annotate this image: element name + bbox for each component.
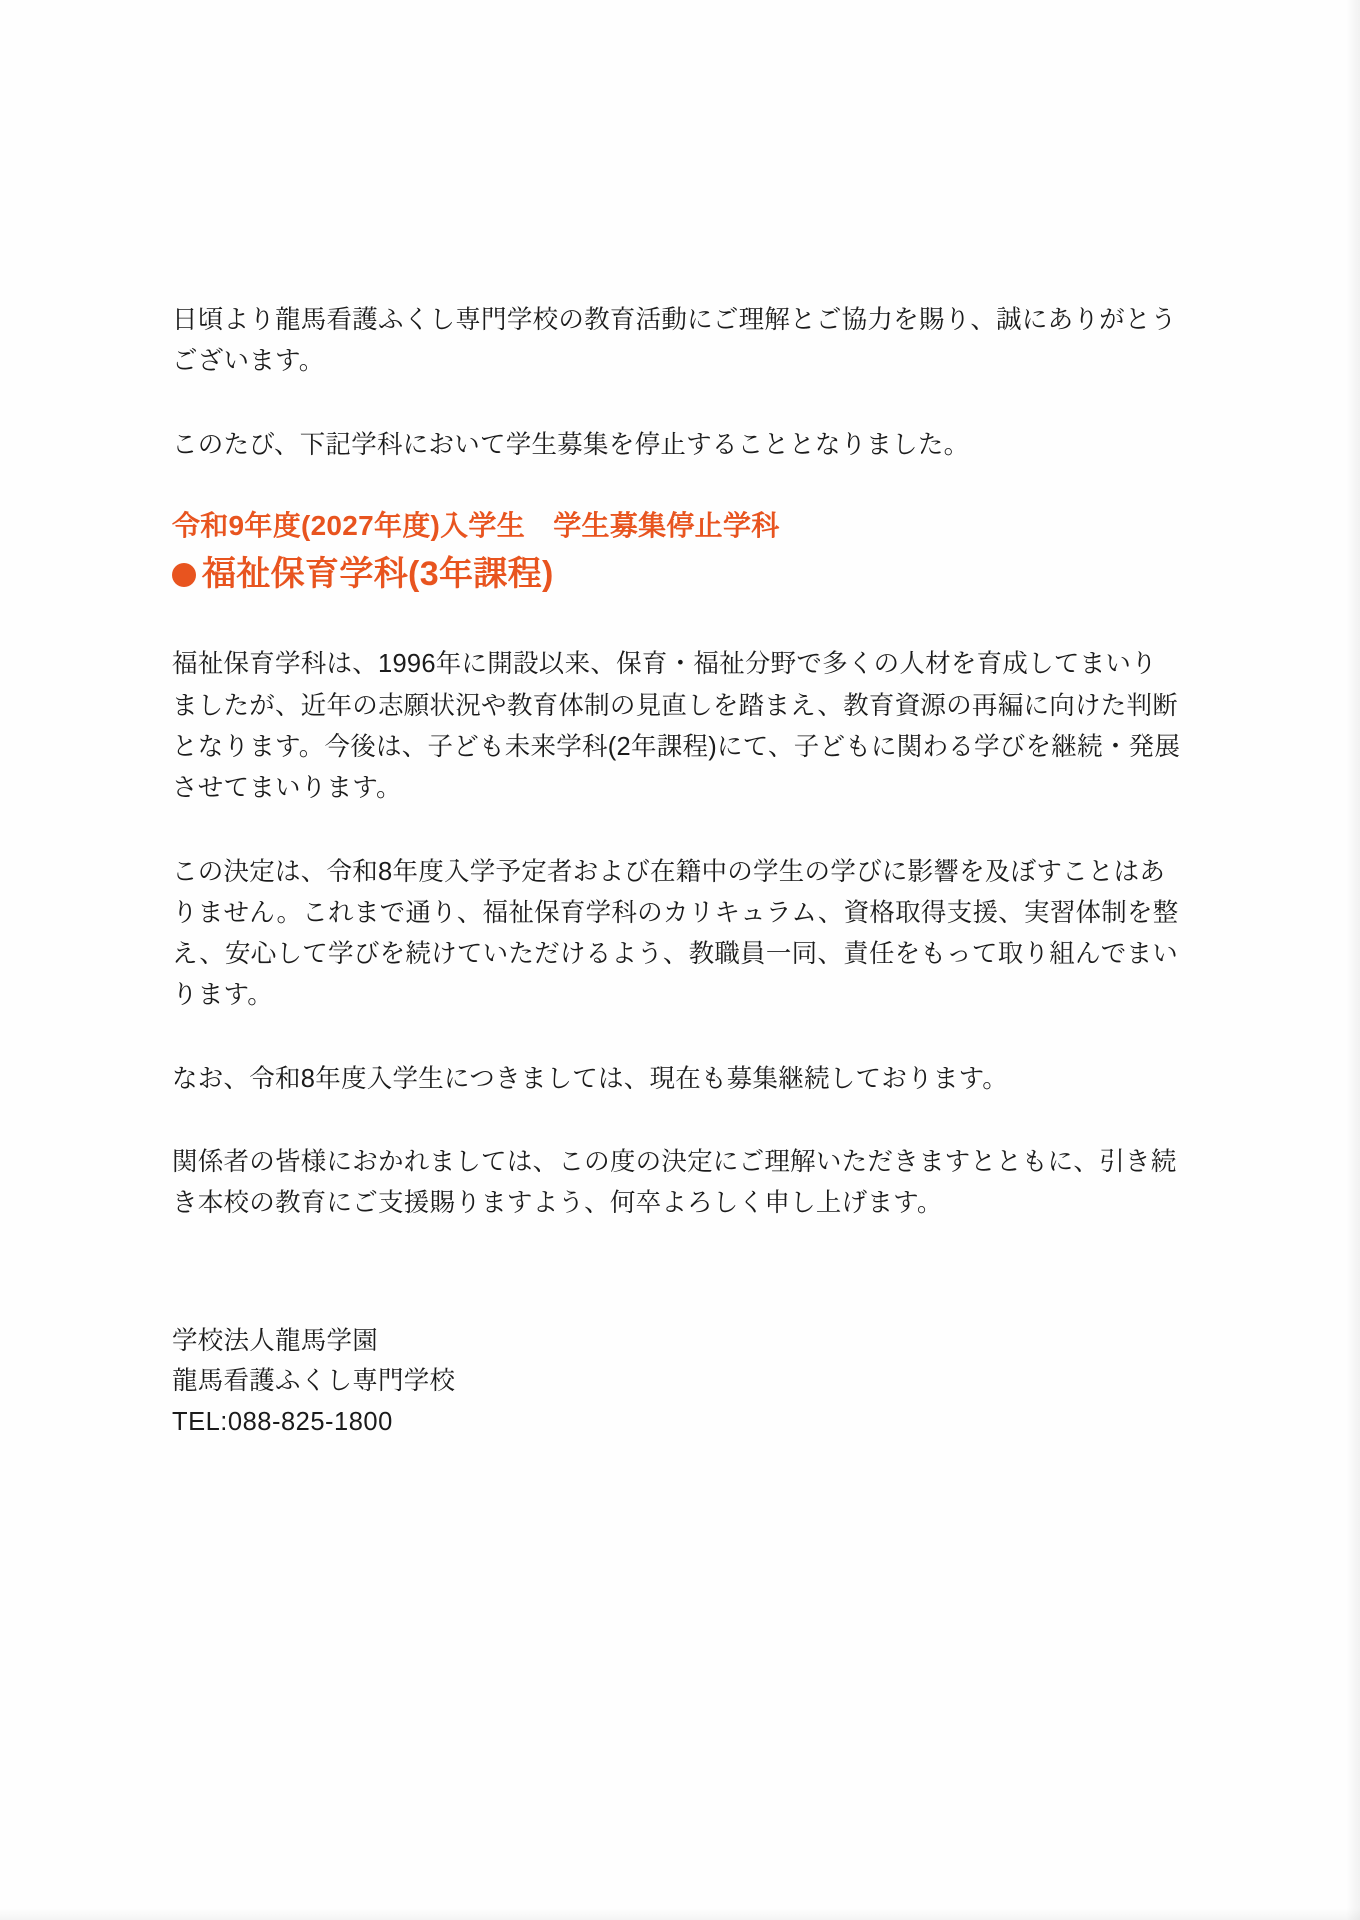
signature-telephone: TEL:088-825-1800	[172, 1408, 393, 1437]
headline-department-label: 福祉保育学科(3年課程)	[202, 555, 554, 594]
signature-block	[172, 1321, 1182, 1443]
body-paragraph-4: 関係者の皆様におかれましては、この度の決定にご理解いただきますとともに、引き続き本校の教育にご支援賜りますよう、何卒よろしく申し上げます。	[172, 1148, 1177, 1218]
filled-circle-icon	[172, 563, 196, 587]
body-paragraph-1: 福祉保育学科は、1996年に開設以来、保育・福祉分野で多くの人材を育成してまいりましたが、近年の志願状況や教育体制の見直しを踏まえ、教育資源の再編に向けた判断となります。今後は、子ども未来学科(2年課程)にて、子どもに関わる学びを継続・発展させてまいります。	[172, 650, 1181, 803]
scan-edge-shadow-bottom	[0, 1908, 1360, 1920]
body-paragraph-2: この決定は、令和8年度入学予定者および在籍中の学生の学びに影響を及ぼすことはありません。これまで通り、福祉保育学科のカリキュラム、資格取得支援、実習体制を整え、安心して学びを続けていただけるよう、教職員一同、責任をもって取り組んでまいります。	[172, 857, 1179, 1010]
headline-department-line	[172, 552, 1182, 598]
signature-organization: 学校法人龍馬学園	[172, 1326, 379, 1355]
intro-paragraph-1: 日頃より龍馬看護ふくし専門学校の教育活動にご理解とご協力を賜り、誠にありがとうございます。	[172, 306, 1177, 376]
document-body	[172, 300, 1182, 1443]
scan-edge-shadow-right	[1346, 0, 1360, 1920]
intro-paragraph-2: このたび、下記学科において学生募集を停止することとなりました。	[172, 430, 970, 459]
announcement-headline	[172, 506, 1182, 598]
body-paragraph-3: なお、令和8年度入学生につきましては、現在も募集継続しております。	[172, 1064, 1009, 1093]
signature-school: 龍馬看護ふくし専門学校	[172, 1367, 456, 1396]
headline-year-line: 令和9年度(2027年度)入学生 学生募集停止学科	[172, 509, 780, 541]
